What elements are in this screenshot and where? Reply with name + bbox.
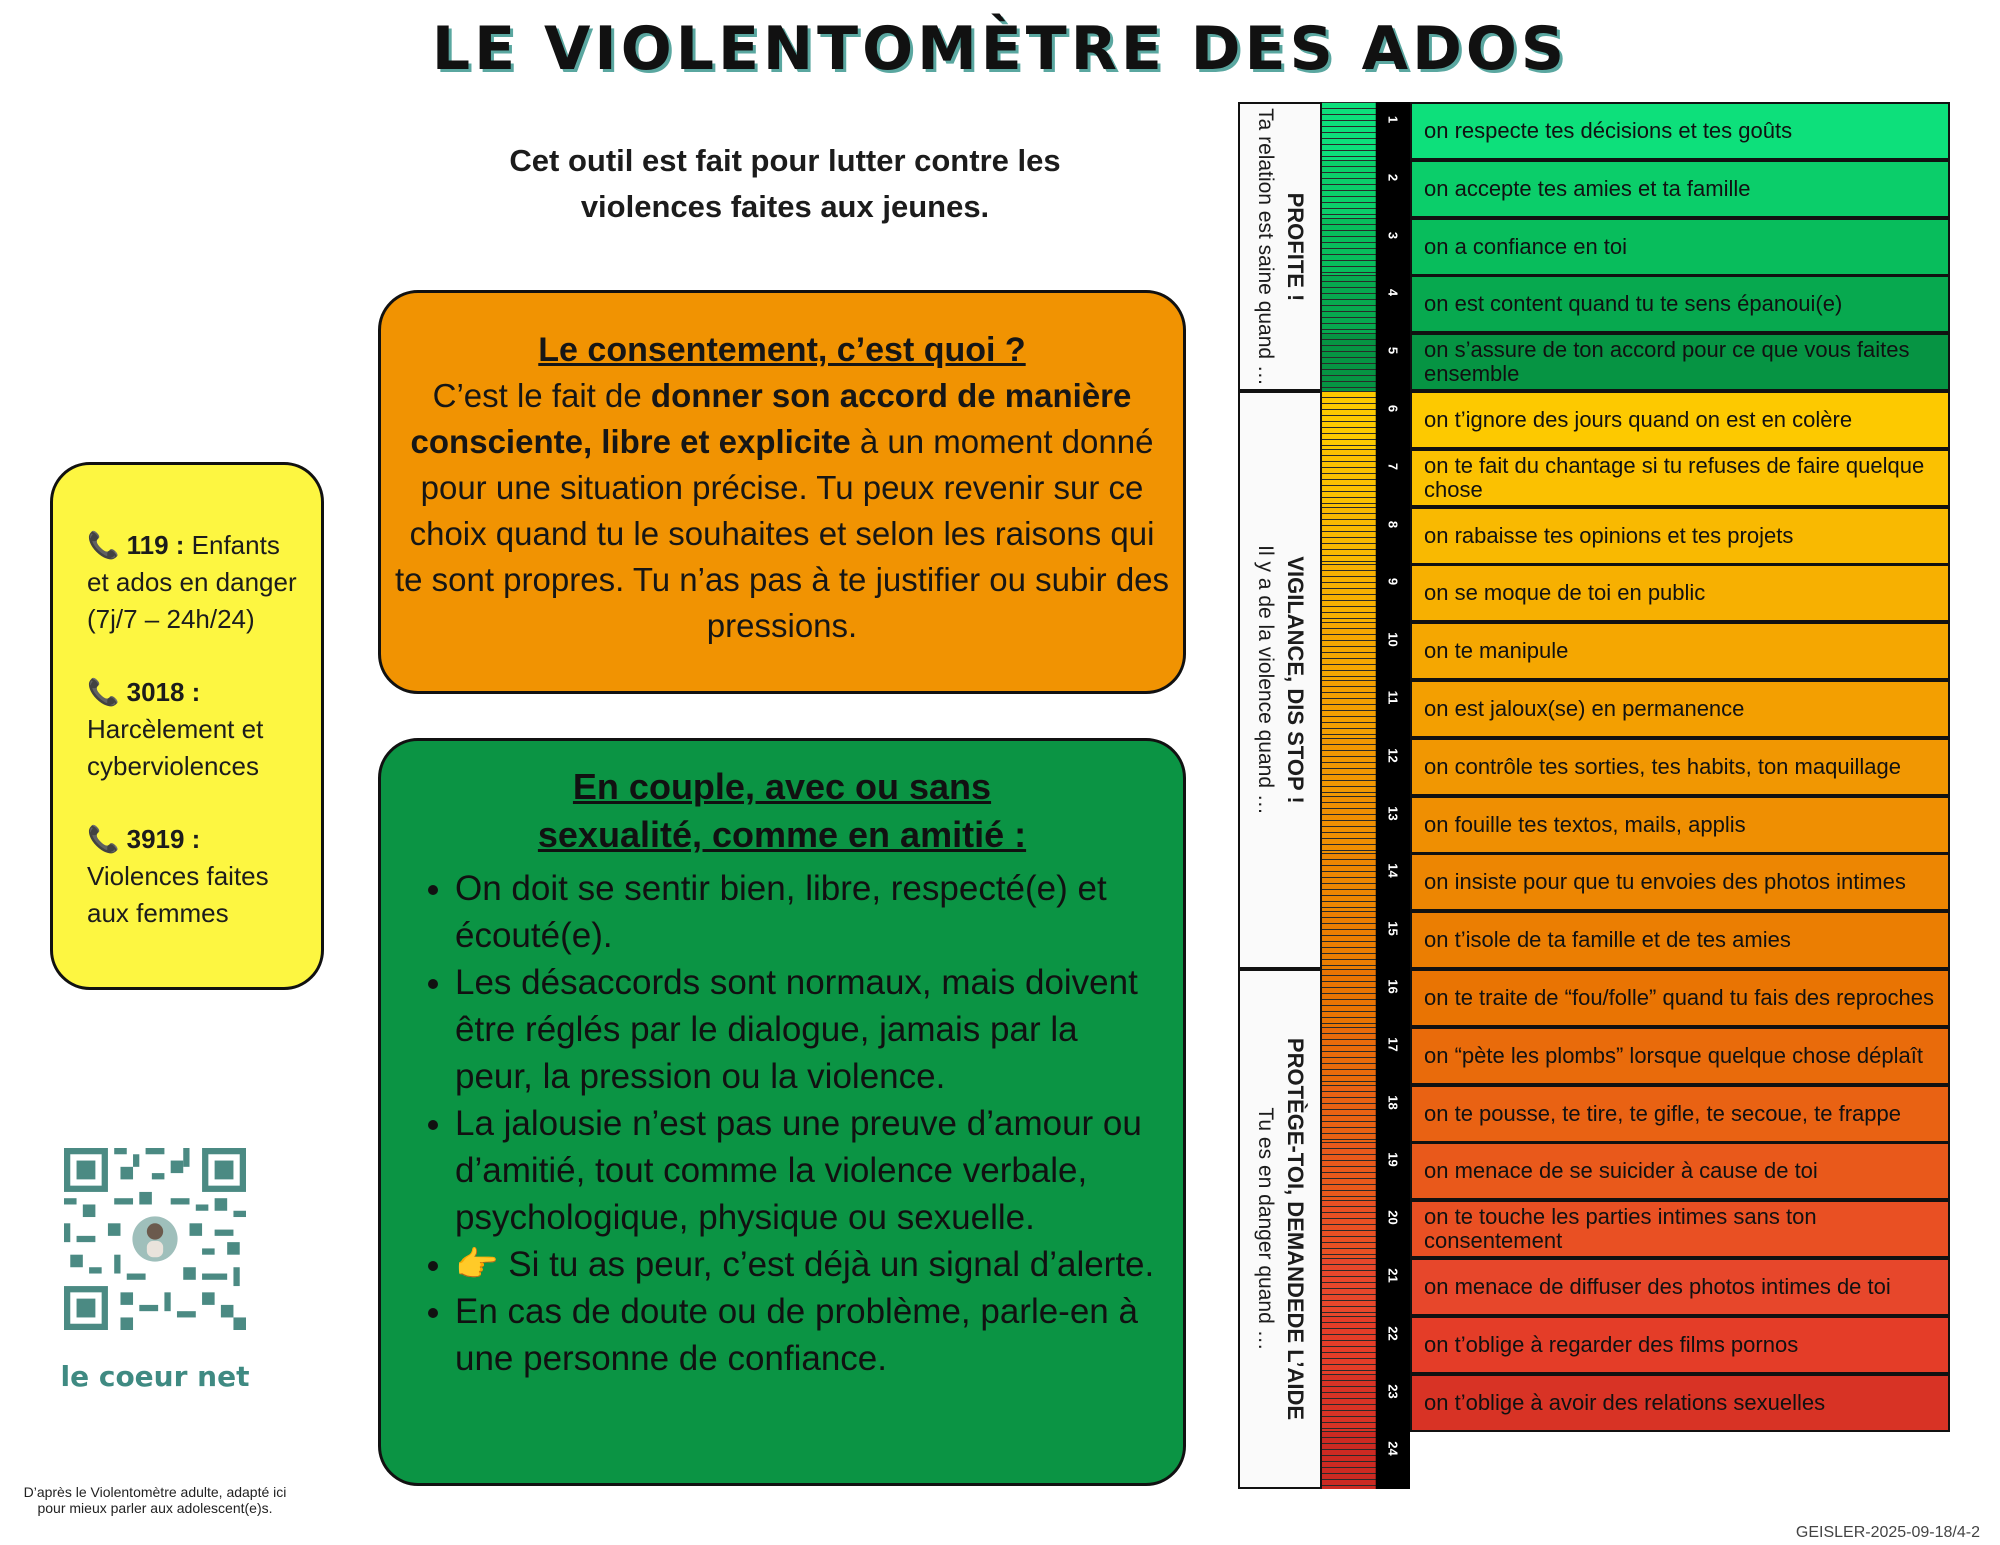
scale-label: on te pousse, te tire, te gifle, te secoue, te frappe xyxy=(1410,1085,1950,1143)
helpline-number: 3018 : xyxy=(126,677,201,707)
scale-row-17 xyxy=(1322,1027,1950,1085)
page-title: LE VIOLENTOMÈTRE DES ADOS xyxy=(431,14,1569,84)
scale-row-13 xyxy=(1322,796,1950,854)
list-item: • 👉 Si tu as peur, c’est déjà un signal d’alerte. xyxy=(455,1241,1165,1288)
scale-number: 14 xyxy=(1385,863,1401,878)
scale-row-12 xyxy=(1322,738,1950,796)
ruler-ticks xyxy=(1322,1258,1376,1316)
intro-text xyxy=(420,138,1150,230)
scale-number-column xyxy=(1376,391,1410,449)
ruler-ticks xyxy=(1322,853,1376,911)
scale-row-20 xyxy=(1322,1200,1950,1258)
consent-box xyxy=(378,290,1186,694)
couple-heading-2: sexualité, comme en amitié : xyxy=(537,814,1027,855)
phone-icon: 📞 xyxy=(87,824,120,854)
couple-box xyxy=(378,738,1186,1486)
scale-number: 22 xyxy=(1385,1326,1401,1341)
scale-number-column xyxy=(1376,853,1410,911)
scale-row-4 xyxy=(1322,275,1950,333)
scale-number: 1 xyxy=(1385,115,1401,124)
list-item: • La jalousie n’est pas une preuve d’amour ou d’amitié, tout comme la violence verbale, psychologique, physique ou sexuelle. xyxy=(455,1100,1165,1241)
scale-label: on fouille tes textos, mails, applis xyxy=(1410,796,1950,854)
scale-label: on t’isole de ta famille et de tes amies xyxy=(1410,911,1950,969)
scale-number: 6 xyxy=(1385,404,1401,413)
scale-number-column xyxy=(1376,1374,1410,1432)
scale-label: on te traite de “fou/folle” quand tu fais des reproches xyxy=(1410,969,1950,1027)
list-item: • On doit se sentir bien, libre, respecté(e) et écouté(e). xyxy=(455,865,1165,959)
scale-number: 7 xyxy=(1385,462,1401,471)
ruler-ticks xyxy=(1322,564,1376,622)
consent-body xyxy=(393,373,1171,649)
intro-line-1: Cet outil est fait pour lutter contre les xyxy=(509,143,1061,178)
couple-heading-1: En couple, avec ou sans xyxy=(572,766,992,807)
scale-number-column xyxy=(1376,1431,1410,1489)
ruler-ticks xyxy=(1322,1431,1376,1489)
document-reference: GEISLER-2025-09-18/4-2 xyxy=(1795,1524,1980,1541)
scale-number: 23 xyxy=(1385,1384,1401,1399)
scale-number-column xyxy=(1376,1200,1410,1258)
zone-subtitle: Tu es en danger quand … xyxy=(1254,1107,1277,1351)
scale-label: on rabaisse tes opinions et tes projets xyxy=(1410,507,1950,565)
scale-number: 11 xyxy=(1385,690,1401,705)
ruler-ticks xyxy=(1322,911,1376,969)
scale-row-18 xyxy=(1322,1085,1950,1143)
ruler-ticks xyxy=(1322,1142,1376,1200)
scale-number-column xyxy=(1376,1027,1410,1085)
ruler-ticks xyxy=(1322,1200,1376,1258)
violentometre-scale xyxy=(1238,102,1950,1490)
scale-number-column xyxy=(1376,564,1410,622)
scale-number-column xyxy=(1376,1258,1410,1316)
scale-label: on te touche les parties intimes sans ton consentement xyxy=(1410,1200,1950,1258)
scale-number: 15 xyxy=(1385,921,1401,936)
scale-row-24 xyxy=(1322,1431,1950,1489)
scale-row-21 xyxy=(1322,1258,1950,1316)
consent-text-2: à un moment donné pour une situation précise. Tu peux revenir sur ce choix quand tu le souhaites et selon les raisons qui te sont propres. Tu n’as pas à te justifier ou subir des pressions. xyxy=(394,423,1170,644)
scale-number: 8 xyxy=(1385,520,1401,529)
ruler-ticks xyxy=(1322,449,1376,507)
footnote: D’après le Violentomètre adulte, adapté ici pour mieux parler aux adolescent(e)s. xyxy=(23,1484,287,1516)
scale-label: on respecte tes décisions et tes goûts xyxy=(1410,102,1950,160)
scale-label: on t’oblige à regarder des films pornos xyxy=(1410,1316,1950,1374)
scale-number: 10 xyxy=(1385,632,1401,647)
zone-healthy xyxy=(1238,102,1322,391)
scale-number: 17 xyxy=(1385,1037,1401,1052)
zone-vigilance xyxy=(1238,391,1322,969)
scale-number-column xyxy=(1376,275,1410,333)
scale-number: 3 xyxy=(1385,231,1401,240)
scale-number: 16 xyxy=(1385,979,1401,994)
intro-line-2: violences faites aux jeunes. xyxy=(580,189,990,224)
helpline-119 xyxy=(87,527,301,638)
scale-number-column xyxy=(1376,1142,1410,1200)
scale-number: 12 xyxy=(1385,748,1401,763)
helpline-text: Violences faites aux femmes xyxy=(87,861,269,928)
scale-row-15 xyxy=(1322,911,1950,969)
helpline-number: 119 : xyxy=(126,530,185,560)
scale-label: on est jaloux(se) en permanence xyxy=(1410,680,1950,738)
scale-number-column xyxy=(1376,449,1410,507)
scale-number: 24 xyxy=(1385,1441,1401,1456)
zone-title: VIGILANCE, DIS STOP ! xyxy=(1283,556,1308,804)
scale-number-column xyxy=(1376,622,1410,680)
phone-icon: 📞 xyxy=(87,677,120,707)
scale-label: on est content quand tu te sens épanoui(e) xyxy=(1410,275,1950,333)
ruler-ticks xyxy=(1322,507,1376,565)
scale-row-5 xyxy=(1322,333,1950,391)
scale-label: on te fait du chantage si tu refuses de faire quelque chose xyxy=(1410,449,1950,507)
scale-label xyxy=(1410,1431,1950,1489)
scale-label: on se moque de toi en public xyxy=(1410,564,1950,622)
scale-row-19 xyxy=(1322,1142,1950,1200)
scale-number-column xyxy=(1376,218,1410,276)
scale-label: on t’ignore des jours quand on est en colère xyxy=(1410,391,1950,449)
scale-row-14 xyxy=(1322,853,1950,911)
scale-number: 19 xyxy=(1385,1152,1401,1167)
scale-label: on menace de se suicider à cause de toi xyxy=(1410,1142,1950,1200)
scale-label: on accepte tes amies et ta famille xyxy=(1410,160,1950,218)
ruler-ticks xyxy=(1322,738,1376,796)
scale-number-column xyxy=(1376,911,1410,969)
scale-row-3 xyxy=(1322,218,1950,276)
scale-row-2 xyxy=(1322,160,1950,218)
scale-row-8 xyxy=(1322,507,1950,565)
scale-number-column xyxy=(1376,333,1410,391)
ruler-ticks xyxy=(1322,680,1376,738)
ruler-ticks xyxy=(1322,1374,1376,1432)
scale-row-11 xyxy=(1322,680,1950,738)
ruler-ticks xyxy=(1322,102,1376,160)
scale-number: 20 xyxy=(1385,1210,1401,1225)
scale-label: on a confiance en toi xyxy=(1410,218,1950,276)
zone-subtitle: Il y a de la violence quand … xyxy=(1254,545,1277,815)
consent-text-1: C’est le fait de xyxy=(432,377,651,414)
ruler-ticks xyxy=(1322,391,1376,449)
ruler-ticks xyxy=(1322,1316,1376,1374)
zone-title: PROFITE ! xyxy=(1283,192,1308,301)
scale-number: 9 xyxy=(1385,577,1401,586)
scale-row-23 xyxy=(1322,1374,1950,1432)
scale-number-column xyxy=(1376,102,1410,160)
ruler-ticks xyxy=(1322,333,1376,391)
consent-heading: Le consentement, c’est quoi ? xyxy=(538,331,1026,369)
scale-label: on te manipule xyxy=(1410,622,1950,680)
ruler-ticks xyxy=(1322,622,1376,680)
scale-number: 13 xyxy=(1385,806,1401,821)
scale-number-column xyxy=(1376,738,1410,796)
consent-text-bold: donner son accord de manière consciente, libre et explicite xyxy=(410,377,1132,460)
scale-number-column xyxy=(1376,160,1410,218)
helpline-text: Harcèlement et cyberviolences xyxy=(87,714,264,781)
scale-number: 21 xyxy=(1385,1268,1401,1283)
scale-number-column xyxy=(1376,969,1410,1027)
scale-number: 4 xyxy=(1385,288,1401,297)
zone-danger xyxy=(1238,969,1322,1489)
scale-number: 18 xyxy=(1385,1095,1401,1110)
ruler-ticks xyxy=(1322,1085,1376,1143)
zone-title: PROTÈGE-TOI, DEMANDEDE L’AIDE xyxy=(1283,1037,1308,1421)
ruler-ticks xyxy=(1322,218,1376,276)
phone-icon: 📞 xyxy=(87,530,120,560)
scale-number-column xyxy=(1376,1316,1410,1374)
ruler-ticks xyxy=(1322,275,1376,333)
scale-label: on menace de diffuser des photos intimes de toi xyxy=(1410,1258,1950,1316)
helpline-number: 3919 : xyxy=(126,824,201,854)
scale-number: 5 xyxy=(1385,346,1401,355)
ruler-ticks xyxy=(1322,1027,1376,1085)
ruler-ticks xyxy=(1322,969,1376,1027)
scale-row-16 xyxy=(1322,969,1950,1027)
ruler-ticks xyxy=(1322,796,1376,854)
scale-row-10 xyxy=(1322,622,1950,680)
brand-logo: le coeur net xyxy=(60,1360,250,1393)
scale-row-22 xyxy=(1322,1316,1950,1374)
scale-label: on insiste pour que tu envoies des photos intimes xyxy=(1410,853,1950,911)
scale-number-column xyxy=(1376,507,1410,565)
helpline-3919 xyxy=(87,821,301,932)
list-item: • Les désaccords sont normaux, mais doivent être réglés par le dialogue, jamais par la peur, la pression ou la violence. xyxy=(455,959,1165,1100)
scale-label: on contrôle tes sorties, tes habits, ton maquillage xyxy=(1410,738,1950,796)
helpline-3018 xyxy=(87,674,301,785)
scale-number-column xyxy=(1376,1085,1410,1143)
scale-row-9 xyxy=(1322,564,1950,622)
scale-number-column xyxy=(1376,680,1410,738)
scale-row-6 xyxy=(1322,391,1950,449)
scale-number: 2 xyxy=(1385,173,1401,182)
scale-row-1 xyxy=(1322,102,1950,160)
ruler-ticks xyxy=(1322,160,1376,218)
scale-label: on “pète les plombs” lorsque quelque chose déplaît xyxy=(1410,1027,1950,1085)
couple-list xyxy=(399,865,1165,1382)
zone-subtitle: Ta relation est saine quand … xyxy=(1254,107,1277,386)
scale-label: on s’assure de ton accord pour ce que vous faites ensemble xyxy=(1410,333,1950,391)
scale-row-7 xyxy=(1322,449,1950,507)
scale-number-column xyxy=(1376,796,1410,854)
helplines-box xyxy=(50,462,324,990)
scale-label: on t’oblige à avoir des relations sexuelles xyxy=(1410,1374,1950,1432)
list-item: • En cas de doute ou de problème, parle-en à une personne de confiance. xyxy=(455,1288,1165,1382)
helpline-text: Enfants et ados en danger (7j/7 – 24h/24) xyxy=(87,530,297,634)
qr-code-icon[interactable] xyxy=(64,1148,246,1330)
